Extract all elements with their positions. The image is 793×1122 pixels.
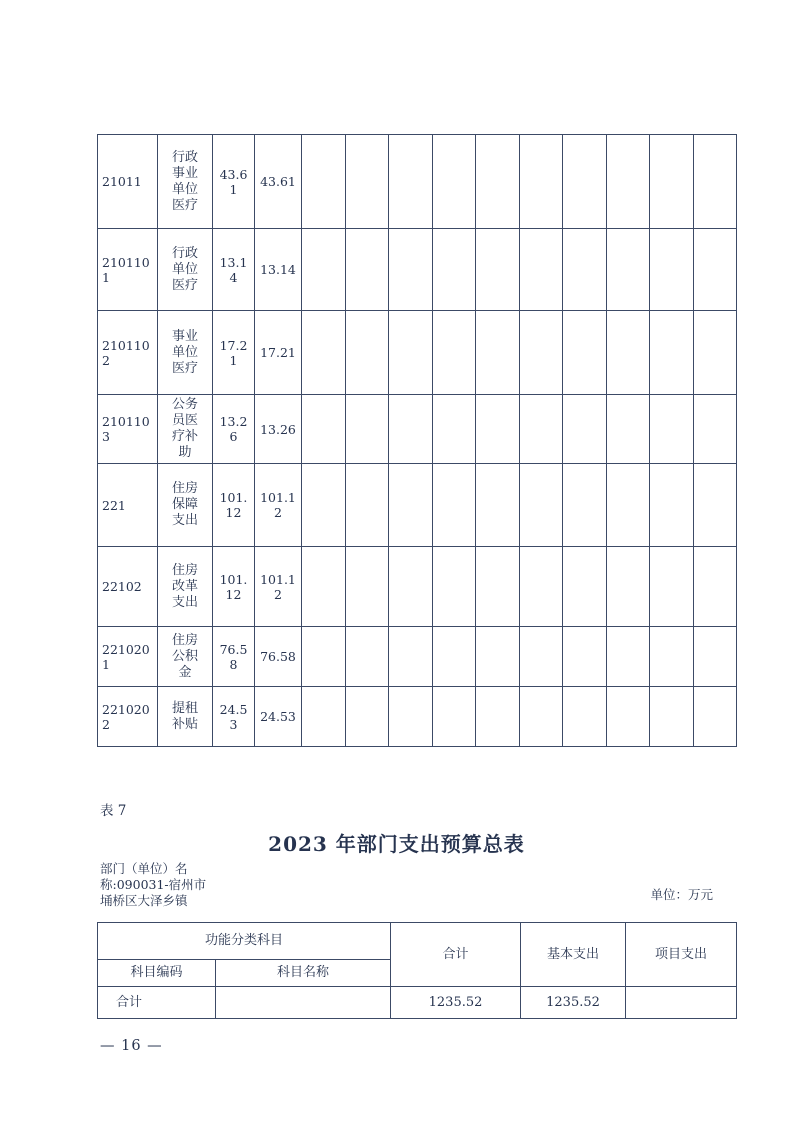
empty-cell <box>345 135 389 229</box>
empty-cell <box>519 687 563 747</box>
amount-cell: 101.12 <box>255 464 302 547</box>
empty-cell <box>302 229 346 311</box>
amount-cell: 17.21 <box>255 311 302 395</box>
expenditure-summary-table <box>97 922 737 1019</box>
department-name-line: 部门（单位）名 <box>100 861 188 876</box>
table-row <box>98 311 737 395</box>
table-header-row <box>98 923 737 960</box>
empty-cell <box>432 311 476 395</box>
empty-cell <box>606 229 650 311</box>
amount-cell: 24.53 <box>213 687 255 747</box>
empty-cell <box>650 547 694 627</box>
page-number: — 16 — <box>100 1038 163 1054</box>
empty-cell <box>693 135 737 229</box>
table-row <box>98 135 737 229</box>
empty-cell <box>650 311 694 395</box>
empty-cell <box>650 627 694 687</box>
empty-cell <box>302 687 346 747</box>
empty-cell <box>389 135 433 229</box>
department-name-line: 埇桥区大泽乡镇 <box>100 893 188 908</box>
empty-cell <box>693 229 737 311</box>
empty-cell <box>389 547 433 627</box>
subject-code-cell: 21011 <box>98 135 158 229</box>
amount-cell: 13.26 <box>213 395 255 464</box>
empty-cell <box>519 627 563 687</box>
amount-cell: 76.58 <box>213 627 255 687</box>
empty-cell <box>563 547 607 627</box>
amount-cell: 17.21 <box>213 311 255 395</box>
empty-cell <box>693 395 737 464</box>
subject-name-cell: 住房保障支出 <box>158 464 213 547</box>
row-label-cell: 合计 <box>98 987 216 1019</box>
empty-cell <box>389 229 433 311</box>
project-amount-cell <box>626 987 737 1019</box>
empty-cell <box>563 687 607 747</box>
empty-cell <box>693 547 737 627</box>
subject-name-cell <box>216 987 391 1019</box>
empty-cell <box>563 229 607 311</box>
table-row <box>98 395 737 464</box>
empty-cell <box>563 464 607 547</box>
empty-cell <box>432 464 476 547</box>
subject-code-cell: 2101101 <box>98 229 158 311</box>
subject-name-cell: 住房改革支出 <box>158 547 213 627</box>
empty-cell <box>519 135 563 229</box>
function-category-header: 功能分类科目 <box>98 923 391 960</box>
empty-cell <box>606 464 650 547</box>
empty-cell <box>389 311 433 395</box>
amount-cell: 101.12 <box>255 547 302 627</box>
empty-cell <box>302 464 346 547</box>
empty-cell <box>563 311 607 395</box>
empty-cell <box>476 311 520 395</box>
empty-cell <box>519 395 563 464</box>
empty-cell <box>650 464 694 547</box>
empty-cell <box>302 135 346 229</box>
empty-cell <box>389 464 433 547</box>
empty-cell <box>693 687 737 747</box>
empty-cell <box>650 229 694 311</box>
empty-cell <box>389 627 433 687</box>
subject-name-cell: 提租补贴 <box>158 687 213 747</box>
amount-cell: 43.61 <box>255 135 302 229</box>
subject-code-cell: 2101103 <box>98 395 158 464</box>
empty-cell <box>389 395 433 464</box>
table-row <box>98 987 737 1019</box>
empty-cell <box>345 229 389 311</box>
amount-cell: 13.14 <box>213 229 255 311</box>
empty-cell <box>563 395 607 464</box>
subject-name-header: 科目名称 <box>216 960 391 987</box>
amount-cell: 13.14 <box>255 229 302 311</box>
subject-code-header: 科目编码 <box>98 960 216 987</box>
empty-cell <box>606 547 650 627</box>
empty-cell <box>693 464 737 547</box>
empty-cell <box>345 395 389 464</box>
empty-cell <box>345 627 389 687</box>
empty-cell <box>693 627 737 687</box>
empty-cell <box>519 464 563 547</box>
table-row <box>98 687 737 747</box>
empty-cell <box>606 687 650 747</box>
empty-cell <box>606 395 650 464</box>
table-row <box>98 627 737 687</box>
department-name-line: 称:090031-宿州市 <box>100 877 207 892</box>
empty-cell <box>519 547 563 627</box>
empty-cell <box>432 687 476 747</box>
budget-continuation-table <box>97 134 737 747</box>
table-row <box>98 464 737 547</box>
empty-cell <box>345 311 389 395</box>
empty-cell <box>302 311 346 395</box>
empty-cell <box>476 547 520 627</box>
empty-cell <box>302 547 346 627</box>
empty-cell <box>476 229 520 311</box>
amount-cell: 76.58 <box>255 627 302 687</box>
table-row <box>98 547 737 627</box>
subject-code-cell: 2210202 <box>98 687 158 747</box>
amount-cell: 13.26 <box>255 395 302 464</box>
basic-amount-cell: 1235.52 <box>521 987 626 1019</box>
empty-cell <box>650 135 694 229</box>
subject-name-cell: 公务员医疗补助 <box>158 395 213 464</box>
empty-cell <box>606 135 650 229</box>
empty-cell <box>606 627 650 687</box>
department-name-block <box>100 861 270 909</box>
empty-cell <box>432 627 476 687</box>
subject-code-cell: 2210201 <box>98 627 158 687</box>
empty-cell <box>345 464 389 547</box>
unit-label: 单位：万元 <box>650 887 713 902</box>
subject-name-cell: 事业单位医疗 <box>158 311 213 395</box>
empty-cell <box>606 311 650 395</box>
empty-cell <box>432 229 476 311</box>
empty-cell <box>476 687 520 747</box>
empty-cell <box>519 229 563 311</box>
empty-cell <box>693 311 737 395</box>
empty-cell <box>476 464 520 547</box>
empty-cell <box>563 627 607 687</box>
empty-cell <box>476 135 520 229</box>
empty-cell <box>345 687 389 747</box>
project-expenditure-header: 项目支出 <box>626 923 737 987</box>
table-row <box>98 229 737 311</box>
subject-name-cell: 住房公积金 <box>158 627 213 687</box>
empty-cell <box>302 627 346 687</box>
empty-cell <box>389 687 433 747</box>
amount-cell: 101.12 <box>213 464 255 547</box>
amount-cell: 101.12 <box>213 547 255 627</box>
subject-name-cell: 行政单位医疗 <box>158 229 213 311</box>
empty-cell <box>432 135 476 229</box>
empty-cell <box>476 395 520 464</box>
subject-name-cell: 行政事业单位医疗 <box>158 135 213 229</box>
empty-cell <box>519 311 563 395</box>
empty-cell <box>650 395 694 464</box>
empty-cell <box>432 547 476 627</box>
basic-expenditure-header: 基本支出 <box>521 923 626 987</box>
subject-code-cell: 2101102 <box>98 311 158 395</box>
empty-cell <box>345 547 389 627</box>
empty-cell <box>302 395 346 464</box>
amount-cell: 43.61 <box>213 135 255 229</box>
empty-cell <box>563 135 607 229</box>
amount-cell: 24.53 <box>255 687 302 747</box>
total-header: 合计 <box>391 923 521 987</box>
subject-code-cell: 221 <box>98 464 158 547</box>
empty-cell <box>650 687 694 747</box>
empty-cell <box>432 395 476 464</box>
page-title: 2023 年部门支出预算总表 <box>268 832 525 856</box>
subject-code-cell: 22102 <box>98 547 158 627</box>
empty-cell <box>476 627 520 687</box>
total-amount-cell: 1235.52 <box>391 987 521 1019</box>
table-label: 表 7 <box>100 803 127 819</box>
